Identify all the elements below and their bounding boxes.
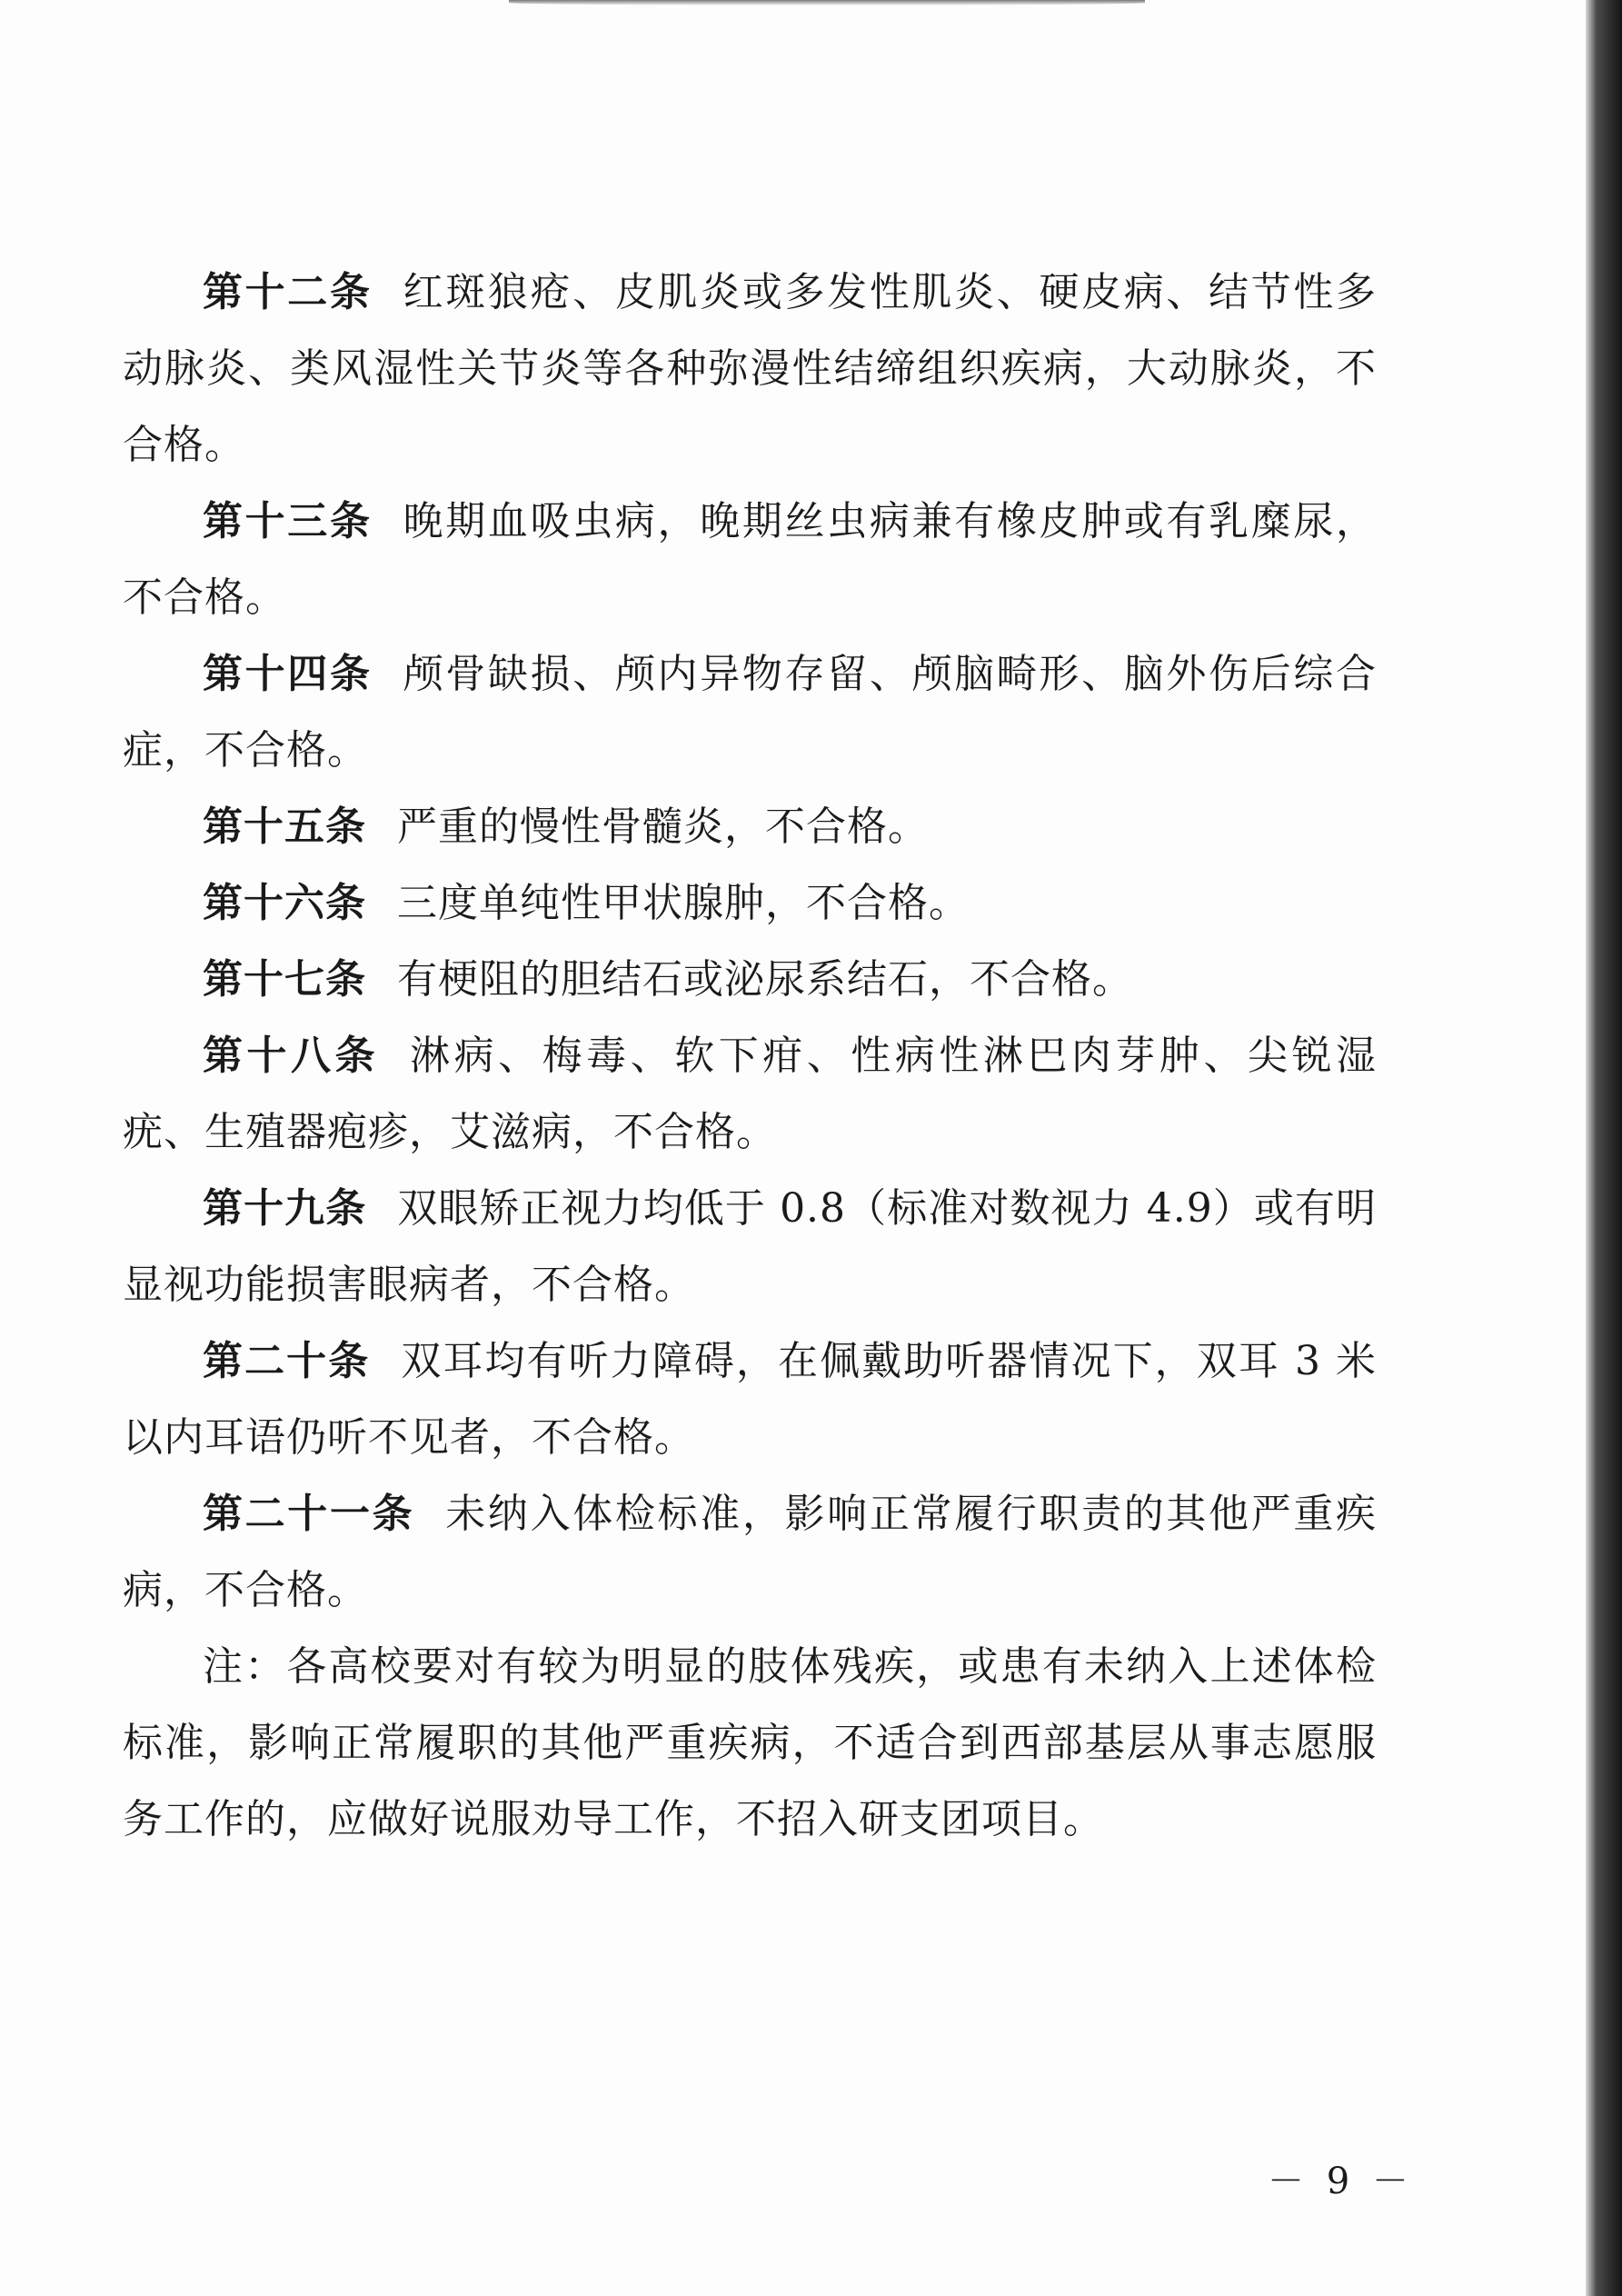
article-12 [123,255,1377,484]
article-18 [123,1018,1377,1171]
article-label: 第十四条 [203,651,373,697]
article-21 [123,1476,1377,1629]
article-15 [123,789,1377,865]
article-label: 第二十条 [203,1338,371,1384]
article-text: 双耳均有听力障碍，在佩戴助听器情况下，双耳 3 米以内耳语仍听不见者，不合格。 [123,1338,1378,1461]
article-16 [123,865,1377,942]
article-label: 第十七条 [203,956,366,1003]
article-text: 红斑狼疮、皮肌炎或多发性肌炎、硬皮病、结节性多动脉炎、类风湿性关节炎等各种弥漫性结缔组织疾病，大动脉炎，不合格。 [123,269,1378,468]
article-text: 双眼矫正视力均低于 0.8（标准对数视力 4.9）或有明显视功能损害眼病者，不合格。 [123,1185,1378,1308]
article-14 [123,636,1377,789]
article-17 [123,942,1377,1018]
article-text: 有梗阻的胆结石或泌尿系结石，不合格。 [397,956,1133,1003]
note-paragraph: 注：各高校要对有较为明显的肢体残疾，或患有未纳入上述体检标准，影响正常履职的其他严重疾病，不适合到西部基层从事志愿服务工作的，应做好说服劝导工作，不招入研支团项目。 [123,1643,1377,1842]
article-label: 第十三条 [203,498,373,544]
article-text: 颅骨缺损、颅内异物存留、颅脑畸形、脑外伤后综合症，不合格。 [123,651,1378,774]
scan-shadow-top [509,0,1145,5]
article-19 [123,1171,1377,1323]
page-number: － 9 － [1268,2161,1414,2202]
article-text: 未纳入体检标准，影响正常履行职责的其他严重疾病，不合格。 [123,1491,1378,1613]
article-text: 淋病、梅毒、软下疳、性病性淋巴肉芽肿、尖锐湿疣、生殖器疱疹，艾滋病，不合格。 [123,1033,1378,1155]
article-20 [123,1323,1377,1476]
article-label: 第十二条 [203,269,373,315]
article-label: 第十八条 [203,1033,380,1079]
article-label: 第十六条 [203,880,366,926]
article-label: 第十五条 [203,804,366,850]
document-body [123,255,1377,1858]
article-text: 晚期血吸虫病，晚期丝虫病兼有橡皮肿或有乳糜尿，不合格。 [123,498,1378,621]
article-text: 严重的慢性骨髓炎，不合格。 [397,804,929,850]
article-label: 第十九条 [203,1185,367,1232]
scan-edge-shadow [1586,0,1622,2296]
article-text: 三度单纯性甲状腺肿，不合格。 [397,880,970,926]
article-label: 第二十一条 [203,1491,415,1537]
article-13 [123,484,1377,636]
